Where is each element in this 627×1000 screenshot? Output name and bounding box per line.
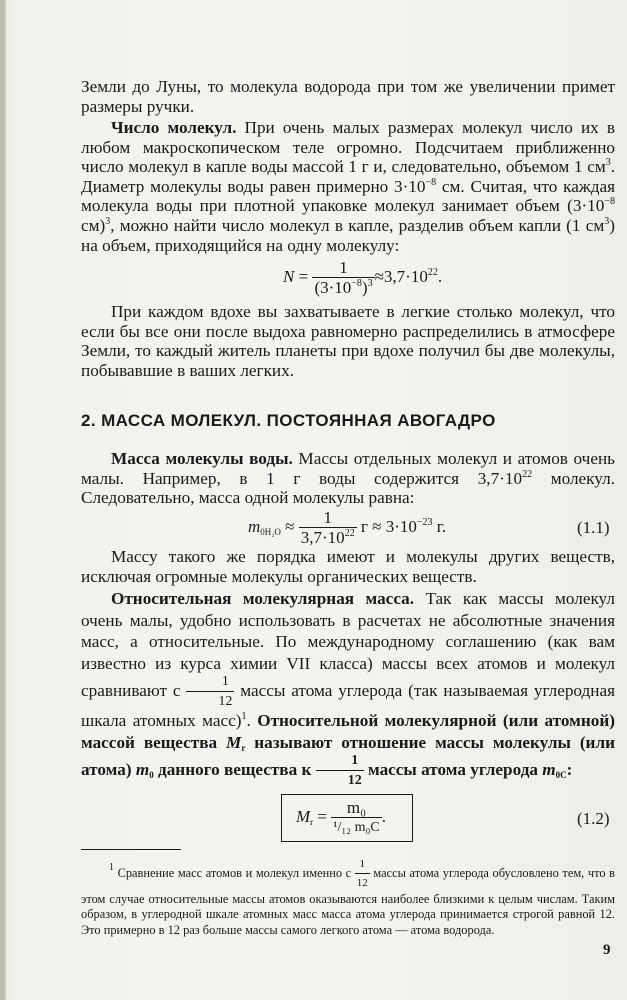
para6-var-m-sub: r	[241, 742, 246, 753]
para6-fraction	[186, 674, 234, 710]
formula-11-unit: г.	[432, 516, 447, 536]
formula-12-eq: =	[313, 806, 328, 826]
para2-exp-e: 3	[604, 215, 610, 227]
para6-var-m: M	[226, 732, 242, 752]
para4-text2: молекул. Следовательно, масса одной молекулы равна:	[81, 468, 615, 508]
paragraph-breath	[81, 302, 615, 380]
paragraph-6	[81, 588, 615, 789]
formula-11-lhs-sub: 0H₂O	[260, 526, 281, 537]
footnote-frac-num: 1	[355, 856, 370, 874]
formula-n-numerator: 1	[312, 260, 374, 278]
footnote-text1: Сравнение масс атомов и молекул именно с	[114, 865, 355, 880]
formula-n-result-exp: 22	[427, 266, 438, 278]
lead-number-of-molecules: Число молекул.	[111, 118, 237, 137]
footnote-frac-den: 12	[356, 877, 368, 889]
formula-12-numerator: m₀	[331, 800, 381, 818]
formula-11-fraction	[299, 510, 357, 546]
para2-exp-c: −8	[604, 196, 615, 208]
paragraph-water-mass	[81, 449, 615, 508]
formula-n-denominator	[312, 278, 374, 296]
formula-n-fraction	[312, 260, 374, 296]
para4-exp: 22	[522, 468, 533, 480]
para6-bold2: называют отношение массы молекулы (или атома)	[81, 732, 615, 779]
para6-var-m0c-sub: 0C	[555, 769, 567, 780]
footnote-rule	[81, 849, 181, 850]
page-number: 9	[603, 942, 611, 958]
para6-bold-frac-den: 12	[347, 773, 362, 788]
paragraph-number-of-molecules	[81, 118, 615, 255]
formula-11-mid: г ≈ 3·10	[356, 516, 417, 536]
para6-bold1: Относительной молекулярной (или атомной) массой вещества	[81, 711, 615, 752]
para2-exp-a: 3	[605, 157, 611, 169]
page-edge-line	[4, 0, 6, 1000]
formula-12-lhs: M	[296, 806, 311, 826]
paragraph-5: Массу такого же порядка имеют и молекулы других веществ, исключая огромные молекулы органических веществ.	[81, 547, 615, 586]
formula-12-lhs-sub: r	[310, 816, 314, 827]
para6-bold-end: :	[566, 759, 573, 779]
lead-water-mass: Масса молекулы воды.	[111, 449, 293, 468]
formula-11-den-exp: 22	[344, 528, 355, 539]
footnote-reference: 1	[241, 711, 247, 722]
formula-1-1: $m_{0H_2O}$ ≈ $\frac{1}{3,7\cdot 10^{22}}$ $г \approx 3\cdot 10^{-23}$ г.	[248, 508, 447, 547]
para6-frac-num: 1	[186, 674, 234, 692]
paragraph-other-substances	[81, 547, 615, 586]
para2-text4: см)	[81, 215, 106, 235]
formula-n-end: .	[437, 266, 443, 286]
footnote	[81, 856, 615, 938]
formula-12-end: .	[381, 806, 386, 826]
para6-var-m0-sub: 0	[149, 769, 154, 780]
para6-text1: Так как массы молекул очень малы, удобно использовать в расчетах не абсолютные значения масс, а относительные. По международному соглашению (как вам известно из курса химии VII класса) массы всех атомов и молекул сравнивают с	[81, 589, 615, 700]
formula-12-denominator: ¹/₁₂ m₀C	[333, 820, 380, 835]
formula-n-lhs: N	[283, 266, 295, 286]
equation-number-1-1: (1.1)	[577, 518, 610, 537]
formula-n-den-base: (3·10	[314, 278, 352, 297]
formula-n-den-pow: 3	[367, 278, 373, 289]
formula-11-lhs: m	[248, 516, 261, 536]
para2-exp-d: 3	[105, 215, 111, 227]
paragraph-continuation	[81, 77, 615, 116]
formula-11-mid-exp: −23	[416, 516, 433, 528]
para6-frac-den: 12	[218, 694, 233, 709]
para2-text1: При очень малых размерах молекул число их в любом макроскопическом теле огромно. Подсчитаем приближенно число молекул в капле воды массой 1 г и, следовательно, объемом 1 см	[81, 118, 616, 177]
para4-text1: Массы отдельных молекул и атомов очень малы. Например, в 1 г воды содержится 3,7·10	[81, 449, 615, 488]
formula-11-numerator: 1	[299, 510, 357, 528]
formula-12-fraction	[331, 800, 381, 836]
para6-var-m0c: m	[542, 759, 556, 779]
paragraph-3: При каждом вдохе вы захватываете в легкие столько молекул, что если бы все они после выдоха равномерно распределились в атмосфере Земли, то каждый житель планеты при вдохе получил бы две молекулы, побывавшие в ваших легких.	[81, 302, 615, 380]
formula-n-result: ≈3,7·10	[374, 266, 428, 286]
para2-text5: , можно найти число молекул в капле, разделив объем капли (1 см	[110, 215, 605, 235]
para6-bold4: массы атома углерода	[363, 759, 543, 779]
formula-1-2	[296, 800, 386, 836]
para2-text3: см. Считая, что каждая молекула воды при плотной упаковке молекул занимает объем (3·10	[81, 176, 615, 216]
para6-var-m0: m	[135, 759, 150, 779]
formula-11-denominator	[299, 528, 357, 546]
formula-11-den-base: 3,7·10	[300, 528, 345, 547]
lead-relative-mass: Относительная молекулярная масса.	[111, 589, 415, 608]
paragraph-relative-mass	[81, 588, 615, 789]
para6-bold-fraction	[316, 753, 364, 789]
paragraph-2	[81, 118, 615, 255]
footnote-fraction	[355, 856, 370, 892]
equation-number-1-2: (1.2)	[577, 809, 610, 828]
footnote-text2: массы атома углерода обусловлено тем, что в этом случае относительные массы атомов оказываются наиболее близкими к целым числам. Таким образом, в углеродной шкале атомных масс масса атома углерода принимается строгой равной 12. Это примерно в 12 раз больше массы самого легкого атома — атома водорода.	[81, 865, 615, 937]
para6-bold-frac-num: 1	[316, 753, 364, 771]
para6-bold3: данного вещества к	[153, 759, 316, 779]
para2-text2: . Диаметр молекулы воды равен примерно 3·10	[81, 157, 615, 196]
para6-text3: .	[246, 711, 258, 730]
para6-text2: массы атома углерода (так называемая углеродная шкала атомных масс)	[81, 680, 615, 730]
para2-exp-b: −8	[425, 176, 437, 188]
formula-number-of-molecules: N = $\frac{1}{(3\cdot 10^{-8})^3}$ $\approx 3,7\cdot 10^{22}$.	[283, 258, 443, 297]
para2-text6: ) на объем, приходящийся на одну молекулу:	[81, 215, 615, 255]
paragraph-4	[81, 449, 615, 508]
footnote-mark: 1	[109, 861, 114, 873]
formula-n-den-exp: −8	[351, 278, 362, 289]
paragraph-1: Земли до Луны, то молекула водорода при том же увеличении примет размеры ручки.	[81, 77, 615, 116]
section-heading: 2. МАССА МОЛЕКУЛ. ПОСТОЯННАЯ АВОГАДРО	[81, 411, 496, 430]
formula-n-den-close: )	[361, 278, 368, 297]
